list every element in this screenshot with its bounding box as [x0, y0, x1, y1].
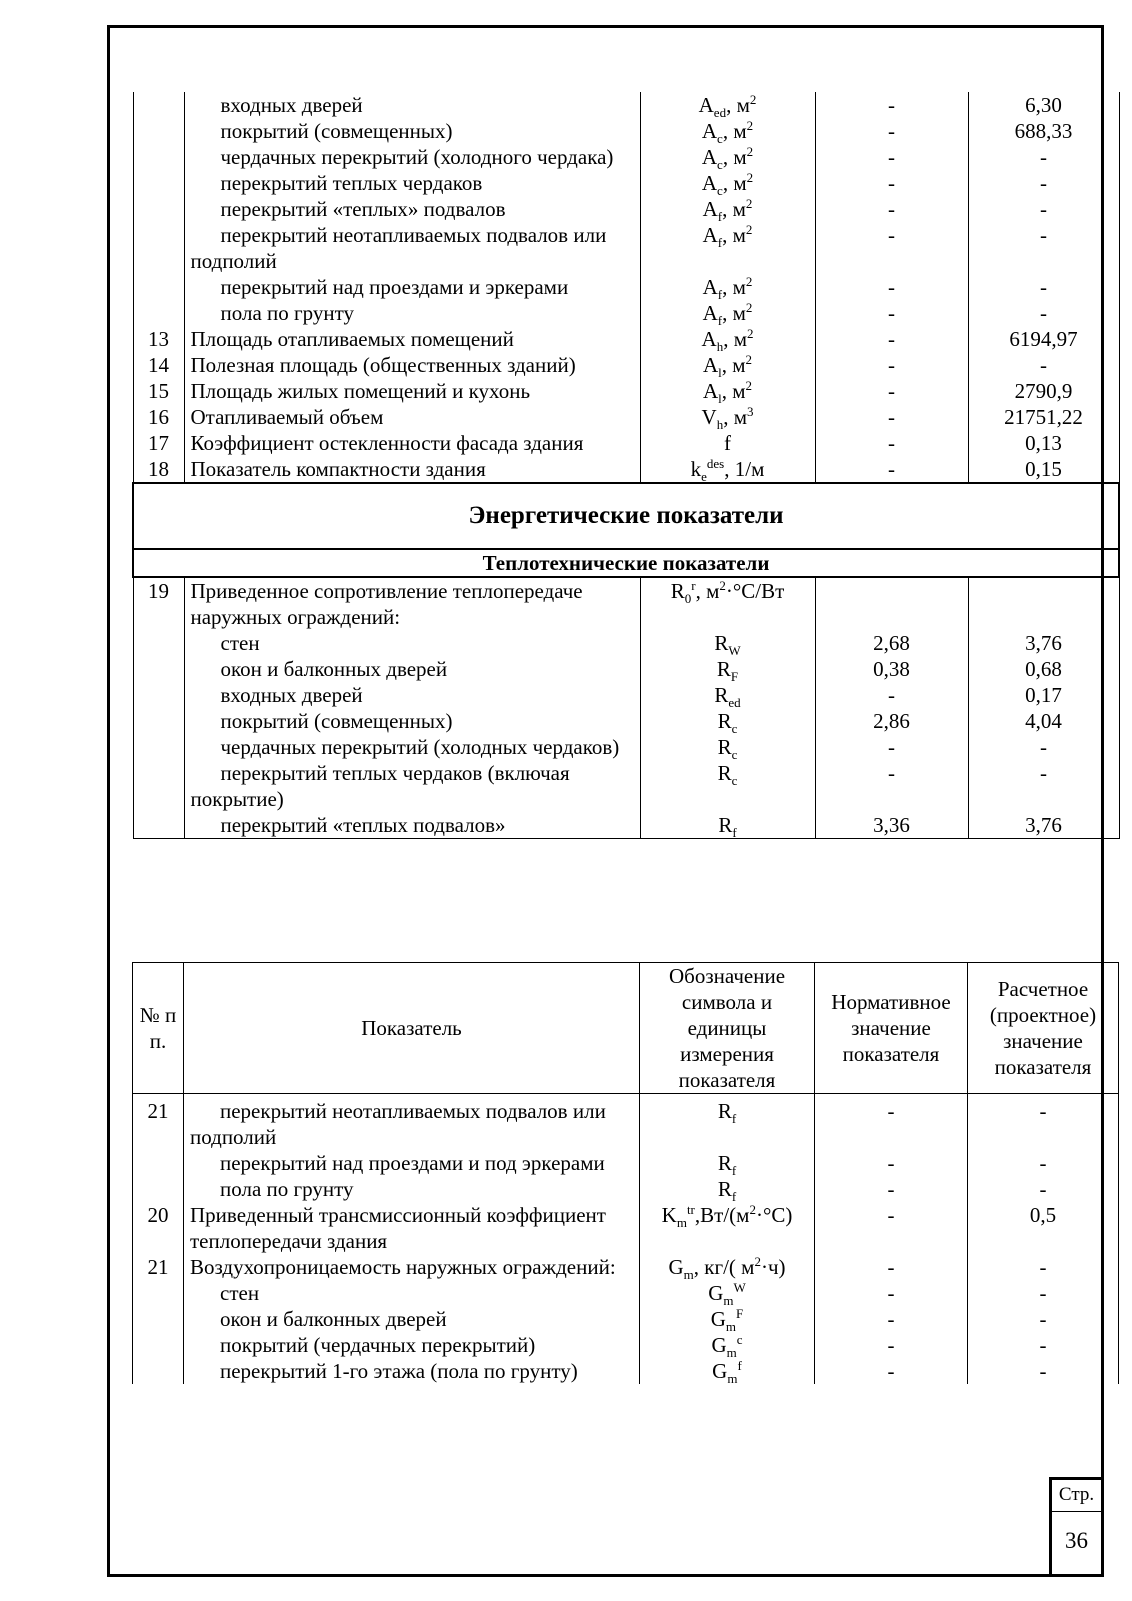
row-number — [133, 760, 184, 812]
row-number — [133, 630, 184, 656]
row-calculated-value: 688,33 — [968, 118, 1119, 144]
row-normative-value: - — [815, 274, 968, 300]
row-calculated-value: 0,5 — [968, 1202, 1119, 1254]
table-row — [133, 1332, 1119, 1358]
row-number — [133, 1358, 184, 1384]
row-symbol: $R_f$ — [640, 812, 815, 839]
row-indicator: Отапливаемый объем — [184, 404, 640, 430]
row-number: 20 — [133, 1202, 184, 1254]
row-calculated-value: 2790,9 — [968, 378, 1119, 404]
row-number: 16 — [133, 404, 184, 430]
row-symbol: $V_h$, $м^3$ — [640, 404, 815, 430]
row-number: 21 — [133, 1254, 184, 1280]
row-symbol: $A_h$, $м^2$ — [640, 326, 815, 352]
table-row — [133, 630, 1119, 656]
row-indicator: стен — [184, 630, 640, 656]
row-number — [133, 1176, 184, 1202]
row-calculated-value: 3,76 — [968, 812, 1119, 839]
table-row — [133, 92, 1119, 118]
row-calculated-value: - — [968, 1094, 1119, 1151]
row-normative-value: - — [815, 430, 968, 456]
row-normative-value: - — [815, 326, 968, 352]
table-row — [133, 577, 1119, 630]
row-calculated-value: 4,04 — [968, 708, 1119, 734]
row-normative-value: - — [815, 734, 968, 760]
row-calculated-value: - — [968, 170, 1119, 196]
row-number — [133, 222, 184, 274]
table-row — [133, 1150, 1119, 1176]
row-symbol: $R_f$ — [640, 1176, 815, 1202]
row-calculated-value: - — [968, 1332, 1119, 1358]
row-normative-value: - — [815, 196, 968, 222]
table-row — [133, 378, 1119, 404]
row-calculated-value: 0,17 — [968, 682, 1119, 708]
table-row — [133, 1306, 1119, 1332]
row-normative-value: - — [815, 1202, 968, 1254]
row-indicator: перекрытий неотапливаемых подвалов или подполий — [184, 1094, 640, 1151]
row-number: 21 — [133, 1094, 184, 1151]
row-symbol: $R_W$ — [640, 630, 815, 656]
row-symbol: $R_{ed}$ — [640, 682, 815, 708]
row-number — [133, 682, 184, 708]
row-indicator: перекрытий «теплых подвалов» — [184, 812, 640, 839]
table-row — [133, 300, 1119, 326]
row-symbol: f — [640, 430, 815, 456]
indicators-table-bottom — [132, 962, 1119, 1387]
row-symbol: $k_e^{des}$, 1/м — [640, 456, 815, 483]
table-row — [133, 274, 1119, 300]
row-normative-value: - — [815, 92, 968, 118]
row-symbol: $K_m^{tr},Вт/(м^2\cdot^\circ С)$ — [640, 1202, 815, 1254]
row-number — [133, 118, 184, 144]
row-symbol: $A_c$, $м^2$ — [640, 118, 815, 144]
row-normative-value: - — [815, 378, 968, 404]
row-normative-value: - — [815, 404, 968, 430]
row-indicator: покрытий (чердачных перекрытий) — [184, 1332, 640, 1358]
row-calculated-value: 3,76 — [968, 630, 1119, 656]
table-row — [133, 1280, 1119, 1306]
row-normative-value: - — [815, 1094, 968, 1151]
table-row — [133, 144, 1119, 170]
table-row — [133, 1094, 1119, 1151]
row-number: 15 — [133, 378, 184, 404]
section-title: Энергетические показатели — [133, 483, 1119, 549]
header-calculated: Расчетное (проектное) значение показателя — [968, 963, 1119, 1094]
row-number — [133, 1332, 184, 1358]
row-indicator: окон и балконных дверей — [184, 656, 640, 682]
row-normative-value: - — [815, 118, 968, 144]
row-symbol: $A_l$, $м^2$ — [640, 352, 815, 378]
row-calculated-value: 21751,22 — [968, 404, 1119, 430]
row-indicator: входных дверей — [184, 682, 640, 708]
row-indicator: перекрытий над проездами и эркерами — [184, 274, 640, 300]
row-calculated-value: - — [968, 352, 1119, 378]
row-number — [133, 656, 184, 682]
row-symbol: $R_f$ — [640, 1094, 815, 1151]
table-row — [133, 404, 1119, 430]
subsection-heading-row — [133, 549, 1119, 577]
row-normative-value: - — [815, 1254, 968, 1280]
row-normative-value: - — [815, 1176, 968, 1202]
row-calculated-value: - — [968, 1358, 1119, 1384]
table-row — [133, 708, 1119, 734]
row-calculated-value: 6194,97 — [968, 326, 1119, 352]
page-label: Стр. — [1049, 1477, 1104, 1512]
row-indicator: Воздухопроницаемость наружных ограждений: — [184, 1254, 640, 1280]
table-row — [133, 430, 1119, 456]
row-indicator: перекрытий над проездами и под эркерами — [184, 1150, 640, 1176]
row-symbol: $A_f$, $м^2$ — [640, 274, 815, 300]
row-indicator: Приведенный трансмиссионный коэффициент теплопередачи здания — [184, 1202, 640, 1254]
row-number — [133, 1150, 184, 1176]
row-number — [133, 708, 184, 734]
header-indicator: Показатель — [184, 963, 640, 1094]
row-calculated-value: - — [968, 1306, 1119, 1332]
row-indicator: покрытий (совмещенных) — [184, 708, 640, 734]
row-number: 18 — [133, 456, 184, 483]
table-row — [133, 456, 1119, 483]
table-row — [133, 812, 1119, 839]
row-indicator: перекрытий неотапливаемых подвалов или подполий — [184, 222, 640, 274]
row-symbol: $A_c$, $м^2$ — [640, 144, 815, 170]
row-calculated-value: - — [968, 734, 1119, 760]
table-row — [133, 352, 1119, 378]
table-row — [133, 734, 1119, 760]
row-calculated-value: - — [968, 274, 1119, 300]
row-normative-value: - — [815, 1150, 968, 1176]
row-indicator: перекрытий «теплых» подвалов — [184, 196, 640, 222]
row-normative-value: 3,36 — [815, 812, 968, 839]
row-indicator: входных дверей — [184, 92, 640, 118]
row-number — [133, 144, 184, 170]
table-row — [133, 656, 1119, 682]
table-row — [133, 118, 1119, 144]
row-calculated-value: - — [968, 222, 1119, 274]
row-indicator: Полезная площадь (общественных зданий) — [184, 352, 640, 378]
row-normative-value: - — [815, 1280, 968, 1306]
row-calculated-value: - — [968, 1254, 1119, 1280]
section-heading-row — [133, 483, 1119, 549]
row-calculated-value: 6,30 — [968, 92, 1119, 118]
row-calculated-value: - — [968, 300, 1119, 326]
row-normative-value: - — [815, 1358, 968, 1384]
row-normative-value: 0,38 — [815, 656, 968, 682]
row-symbol: $G_m^W$ — [640, 1280, 815, 1306]
row-indicator: перекрытий 1-го этажа (пола по грунту) — [184, 1358, 640, 1384]
row-symbol: $R_F$ — [640, 656, 815, 682]
table-row — [133, 1254, 1119, 1280]
row-symbol: $R_0^r$, $м^2\cdot^\circ С/Вт$ — [640, 577, 815, 630]
row-normative-value: - — [815, 682, 968, 708]
row-indicator: перекрытий теплых чердаков — [184, 170, 640, 196]
row-indicator: Коэффициент остекленности фасада здания — [184, 430, 640, 456]
row-indicator: окон и балконных дверей — [184, 1306, 640, 1332]
row-symbol: $G_m$, кг/( $м^2\cdot ч$) — [640, 1254, 815, 1280]
row-symbol: $R_c$ — [640, 760, 815, 812]
row-symbol: $A_f$, $м^2$ — [640, 222, 815, 274]
row-number: 17 — [133, 430, 184, 456]
row-symbol: $A_{ed}$, $м^2$ — [640, 92, 815, 118]
row-indicator: перекрытий теплых чердаков (включая покрытие) — [184, 760, 640, 812]
row-number — [133, 274, 184, 300]
table-row — [133, 170, 1119, 196]
header-number: № п п. — [133, 963, 184, 1094]
row-normative-value — [815, 577, 968, 630]
row-indicator: стен — [184, 1280, 640, 1306]
subsection-title: Теплотехнические показатели — [133, 549, 1119, 577]
page-number: 36 — [1049, 1511, 1104, 1577]
row-calculated-value: - — [968, 1150, 1119, 1176]
table-row — [133, 326, 1119, 352]
header-normative: Нормативное значение показателя — [815, 963, 968, 1094]
row-indicator: Площадь жилых помещений и кухонь — [184, 378, 640, 404]
row-calculated-value: - — [968, 196, 1119, 222]
row-calculated-value: 0,15 — [968, 456, 1119, 483]
row-number — [133, 196, 184, 222]
table-row — [133, 1358, 1119, 1384]
row-calculated-value: - — [968, 760, 1119, 812]
row-symbol: $R_c$ — [640, 734, 815, 760]
row-symbol: $A_l$, $м^2$ — [640, 378, 815, 404]
row-normative-value: - — [815, 352, 968, 378]
row-normative-value: 2,68 — [815, 630, 968, 656]
row-calculated-value — [968, 577, 1119, 630]
table-header-row — [133, 963, 1119, 1094]
row-symbol: $R_f$ — [640, 1150, 815, 1176]
table-row — [133, 1202, 1119, 1254]
row-calculated-value: 0,13 — [968, 430, 1119, 456]
row-indicator: пола по грунту — [184, 300, 640, 326]
row-indicator: Площадь отапливаемых помещений — [184, 326, 640, 352]
row-symbol: $G_m^f$ — [640, 1358, 815, 1384]
row-number — [133, 1280, 184, 1306]
table-row — [133, 760, 1119, 812]
row-normative-value: - — [815, 1306, 968, 1332]
row-number: 13 — [133, 326, 184, 352]
row-calculated-value: - — [968, 144, 1119, 170]
row-number — [133, 170, 184, 196]
row-normative-value: - — [815, 222, 968, 274]
row-calculated-value: - — [968, 1280, 1119, 1306]
row-calculated-value: 0,68 — [968, 656, 1119, 682]
row-normative-value: 2,86 — [815, 708, 968, 734]
row-symbol: $G_m^c$ — [640, 1332, 815, 1358]
row-indicator: Приведенное сопротивление теплопередаче наружных ограждений: — [184, 577, 640, 630]
row-indicator: Показатель компактности здания — [184, 456, 640, 483]
row-normative-value: - — [815, 1332, 968, 1358]
row-number: 19 — [133, 577, 184, 630]
table-row — [133, 196, 1119, 222]
row-number — [133, 812, 184, 839]
row-normative-value: - — [815, 300, 968, 326]
row-normative-value: - — [815, 170, 968, 196]
indicators-table-top — [132, 92, 1120, 839]
row-normative-value: - — [815, 456, 968, 483]
row-symbol: $A_c$, $м^2$ — [640, 170, 815, 196]
row-indicator: покрытий (совмещенных) — [184, 118, 640, 144]
table-row — [133, 1176, 1119, 1202]
row-indicator: чердачных перекрытий (холодных чердаков) — [184, 734, 640, 760]
row-calculated-value: - — [968, 1176, 1119, 1202]
table-row — [133, 682, 1119, 708]
row-normative-value: - — [815, 144, 968, 170]
header-symbol: Обозначение символа и единицы измерения показателя — [640, 963, 815, 1094]
row-symbol: $G_m^F$ — [640, 1306, 815, 1332]
row-number — [133, 1306, 184, 1332]
row-number: 14 — [133, 352, 184, 378]
row-symbol: $A_f$, $м^2$ — [640, 196, 815, 222]
row-number — [133, 300, 184, 326]
row-indicator: чердачных перекрытий (холодного чердака) — [184, 144, 640, 170]
row-symbol: $A_f$, $м^2$ — [640, 300, 815, 326]
row-symbol: $R_c$ — [640, 708, 815, 734]
row-number — [133, 92, 184, 118]
row-number — [133, 734, 184, 760]
row-normative-value: - — [815, 760, 968, 812]
row-indicator: пола по грунту — [184, 1176, 640, 1202]
table-row — [133, 222, 1119, 274]
